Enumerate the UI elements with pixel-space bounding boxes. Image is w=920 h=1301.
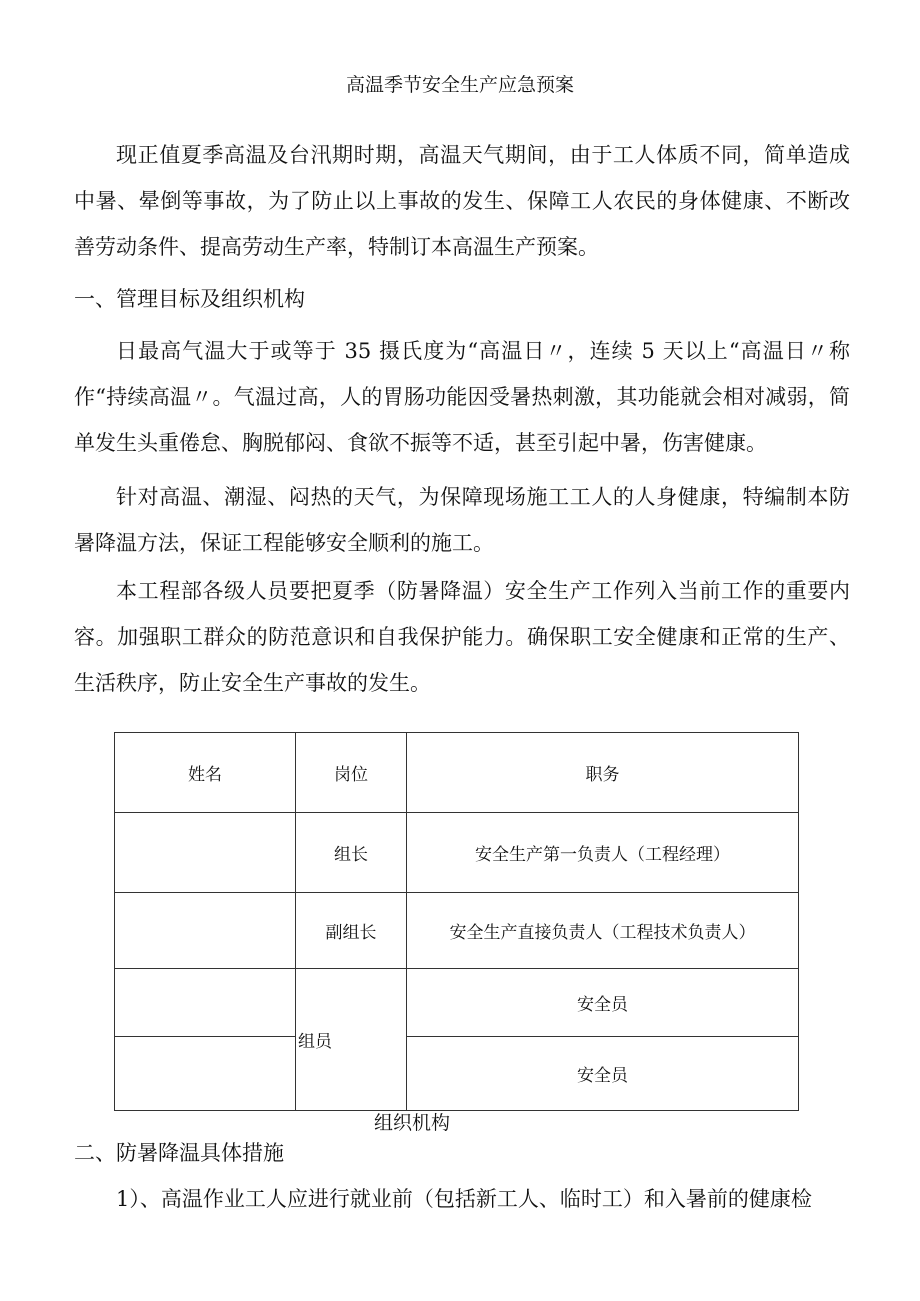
post-cell: 副组长 <box>296 893 407 969</box>
section-1-paragraph-2: 针对高温、潮湿、闷热的天气，为保障现场施工工人的人身健康，特编制本防暑降温方法，保证工程能够安全顺利的施工。 <box>74 485 850 555</box>
table-row <box>115 893 799 969</box>
name-cell <box>115 813 296 893</box>
table-row <box>115 813 799 893</box>
name-cell <box>115 969 296 1037</box>
table-header-row <box>115 733 799 813</box>
section-1-heading: 一、管理目标及组织机构 <box>74 287 305 311</box>
intro-paragraph: 现正值夏季高温及台汛期时期，高温天气期间，由于工人体质不同，简单造成中暑、晕倒等事故，为了防止以上事故的发生、保障工人农民的身体健康、不断改善劳动条件、提高劳动生产率，特制订本高温生产预案。 <box>74 143 850 259</box>
section-2-paragraph-1: 1）、高温作业工人应进行就业前（包括新工人、临时工）和入暑前的健康检 <box>116 1187 812 1211</box>
section-1-paragraph-3: 本工程部各级人员要把夏季（防暑降温）安全生产工作列入当前工作的重要内容。加强职工群众的防范意识和自我保护能力。确保职工安全健康和正常的生产、生活秩序，防止安全生产事故的发生。 <box>74 579 850 695</box>
section-2-heading: 二、防暑降温具体措施 <box>74 1141 284 1165</box>
header-duty <box>407 733 799 813</box>
section-1-paragraph-1: 日最高气温大于或等于 35 摄氏度为“高温日〃，连续 5 天以上“高温日〃称作“持续高温〃。气温过高，人的胃肠功能因受暑热刺激，其功能就会相对减弱，简单发生头重倦怠、胸脱郁闷、食欲不振等不适，甚至引起中暑，伤害健康。 <box>74 339 850 455</box>
duty-cell: 安全员 <box>407 969 799 1037</box>
post-cell: 组长 <box>296 813 407 893</box>
duty-cell: 安全员 <box>407 1037 799 1111</box>
page-title: 高温季节安全生产应急预案 <box>345 74 574 96</box>
duty-cell: 安全生产直接负责人（工程技术负责人） <box>407 893 799 969</box>
header-post <box>296 733 407 813</box>
name-cell <box>115 1037 296 1111</box>
table-caption: 组织机构 <box>374 1112 451 1134</box>
table-row <box>115 1037 799 1111</box>
name-cell <box>115 893 296 969</box>
header-name <box>115 733 296 813</box>
organization-table <box>114 732 799 1111</box>
header-duty-text: 职务 <box>585 765 620 785</box>
table-row <box>115 969 799 1037</box>
header-name-text: 姓名 <box>188 765 222 785</box>
post-cell: 组员 <box>296 969 407 1111</box>
duty-cell: 安全生产第一负责人（工程经理） <box>407 813 799 893</box>
header-post-text: 岗位 <box>334 765 368 785</box>
